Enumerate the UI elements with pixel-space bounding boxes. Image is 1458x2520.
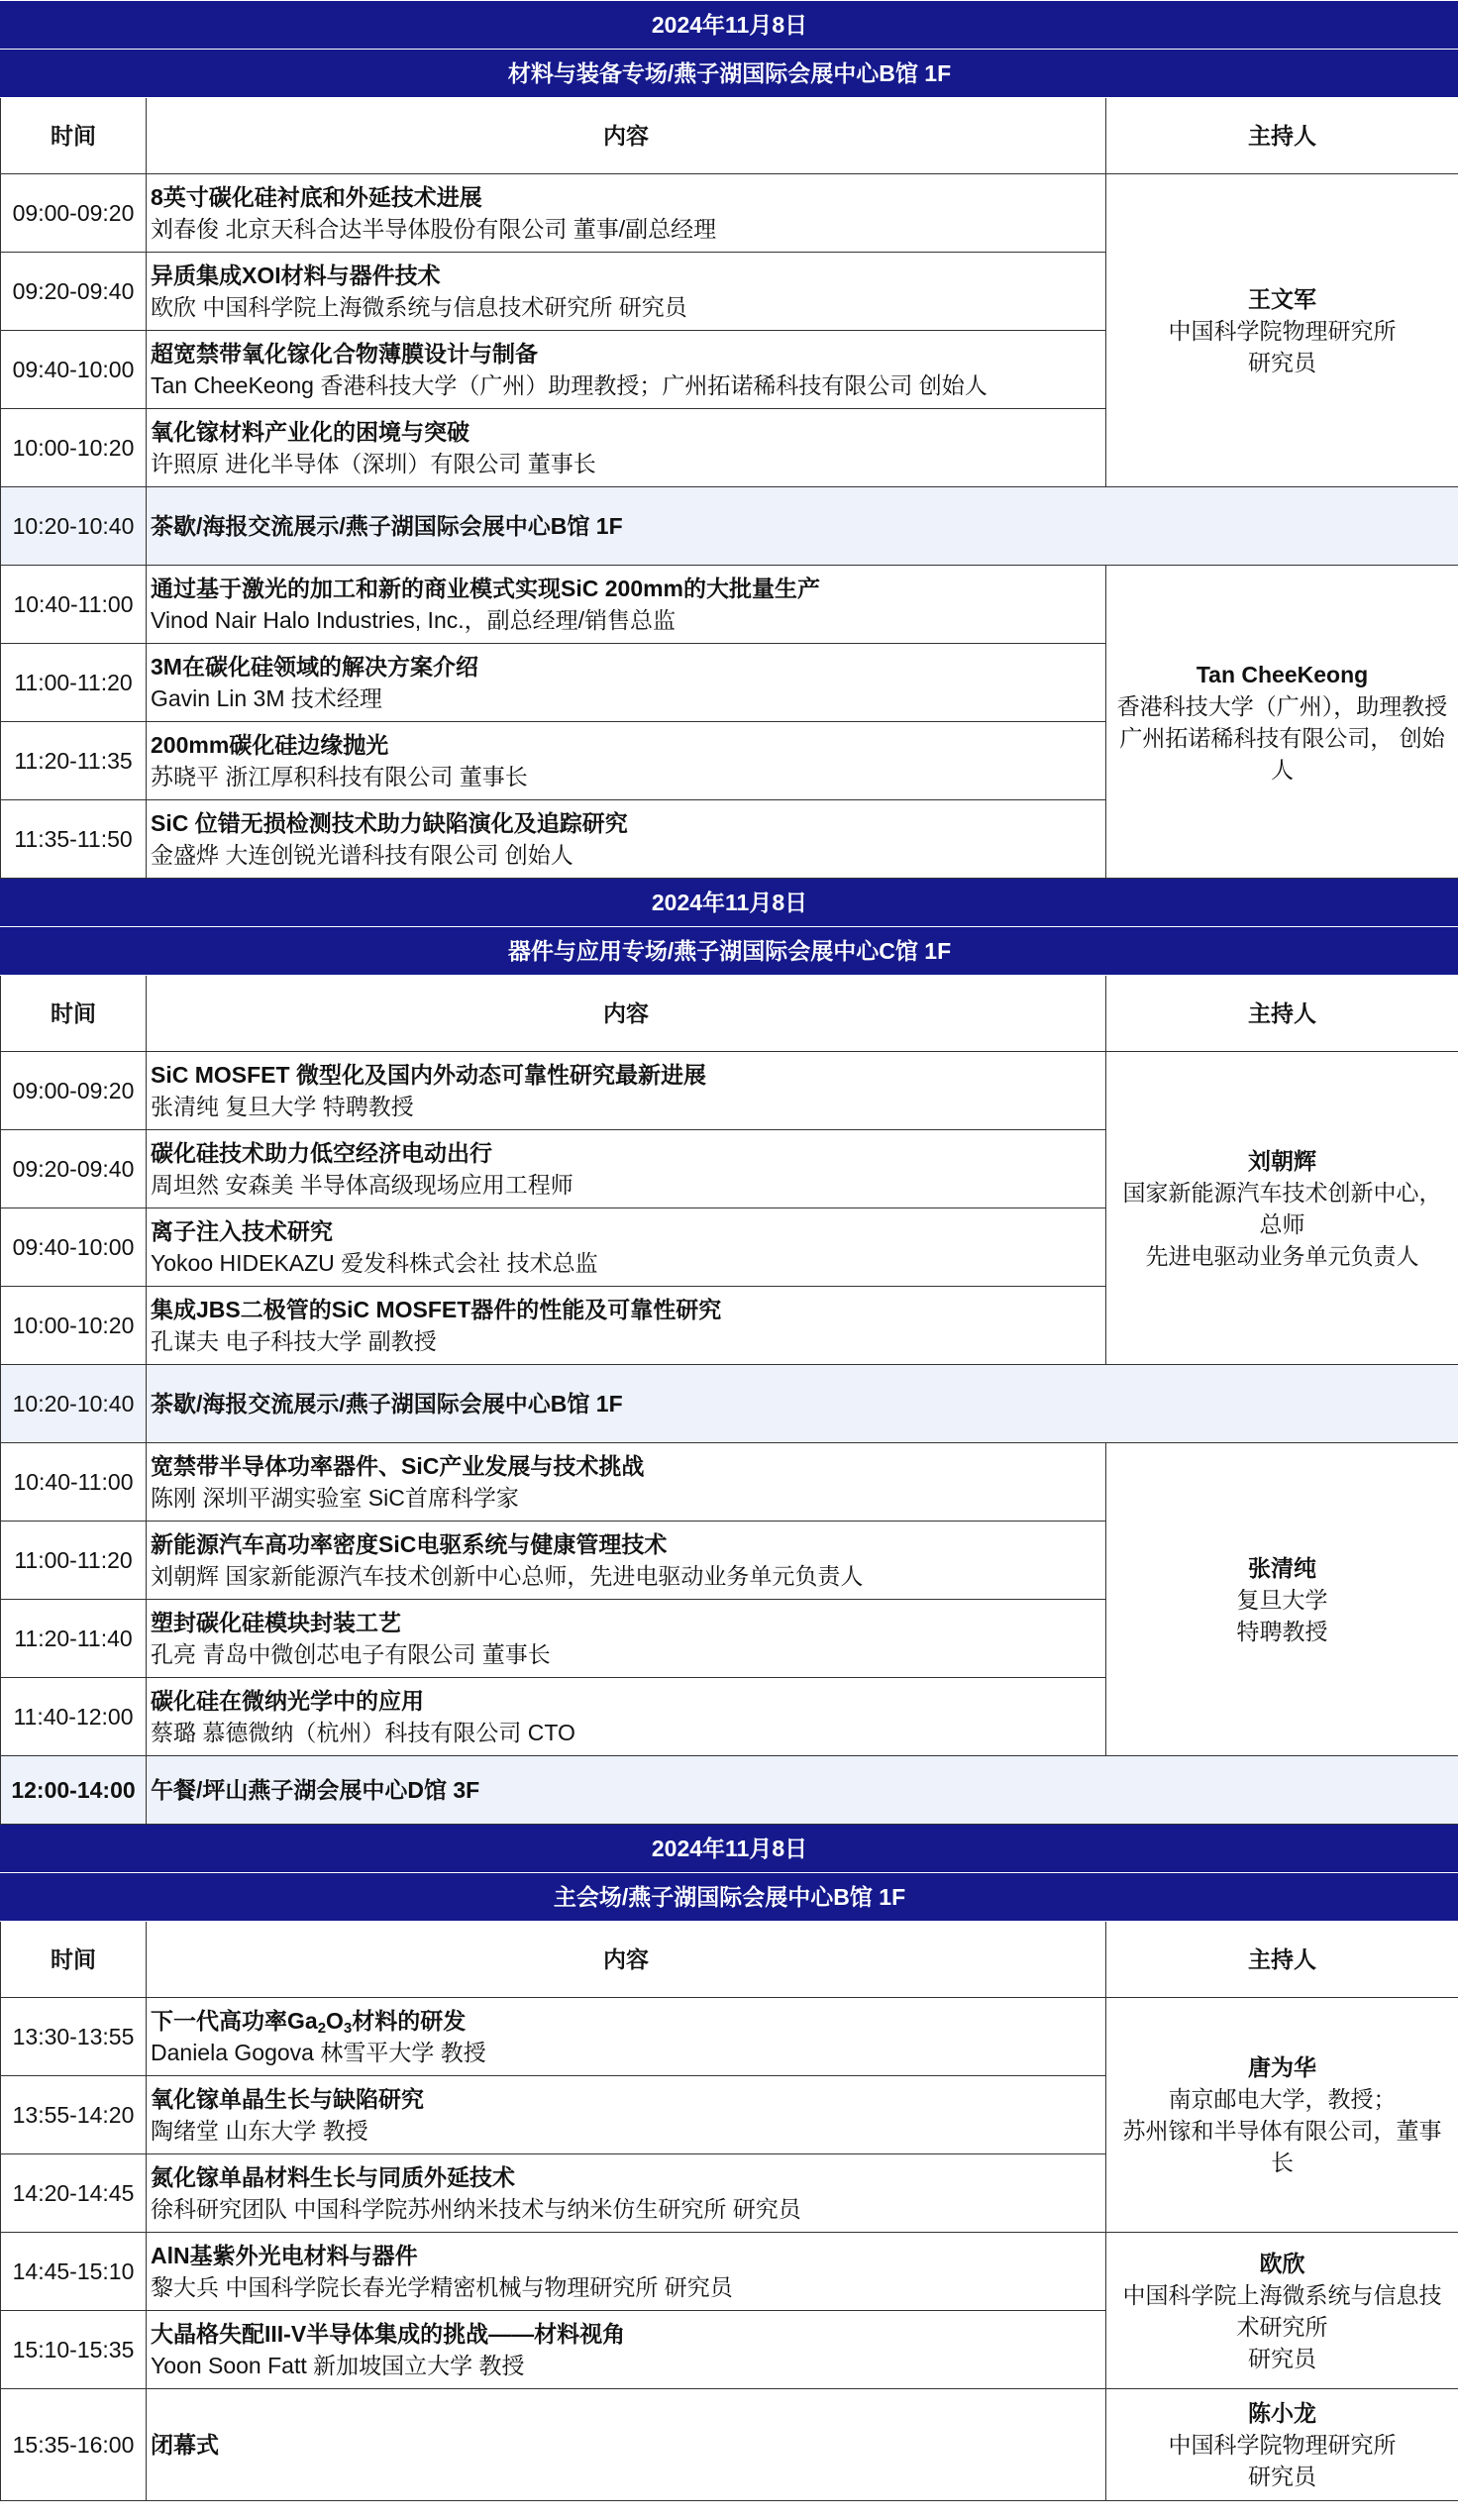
host-name: 欧欣 bbox=[1259, 2250, 1305, 2276]
talk-speaker: Daniela Gogova 林雪平大学 教授 bbox=[151, 2040, 486, 2065]
host-detail: 广州拓诺稀科技有限公司， 创始人 bbox=[1119, 724, 1445, 783]
break-time: 10:20-10:40 bbox=[1, 1365, 147, 1443]
talk-time: 10:00-10:20 bbox=[1, 409, 147, 487]
table-header-row bbox=[1, 1922, 1458, 1998]
talk-speaker: 黎大兵 中国科学院长春光学精密机械与物理研究所 研究员 bbox=[151, 2274, 733, 2300]
talk-content bbox=[147, 1052, 1106, 1130]
talk-title: 碳化硅技术助力低空经济电动出行 bbox=[151, 1140, 492, 1166]
lunch-title: 午餐/坪山燕子湖会展中心D馆 3F bbox=[147, 1756, 1458, 1825]
talk-title: 氮化镓单晶材料生长与同质外延技术 bbox=[151, 2164, 515, 2190]
talk-content bbox=[147, 2311, 1106, 2389]
host-detail: 先进电驱动业务单元负责人 bbox=[1145, 1242, 1419, 1269]
talk-title: 通过基于激光的加工和新的商业模式实现SiC 200mm的大批量生产 bbox=[151, 576, 821, 601]
talk-content bbox=[147, 409, 1106, 487]
talk-speaker: Yoon Soon Fatt 新加坡国立大学 教授 bbox=[151, 2353, 525, 2378]
host-detail: 研究员 bbox=[1248, 2464, 1316, 2489]
lunch-time: 12:00-14:00 bbox=[1, 1756, 147, 1825]
talk-time: 09:40-10:00 bbox=[1, 331, 147, 409]
talk-time: 09:00-09:20 bbox=[1, 1052, 147, 1130]
host-detail: 香港科技大学（广州），助理教授 bbox=[1116, 692, 1448, 719]
host-detail: 研究员 bbox=[1248, 349, 1316, 375]
talk-title: 离子注入技术研究 bbox=[151, 1218, 333, 1244]
talk-time: 10:40-11:00 bbox=[1, 1443, 147, 1522]
talk-speaker: 苏晓平 浙江厚积科技有限公司 董事长 bbox=[151, 764, 528, 789]
break-row bbox=[1, 487, 1458, 566]
talk-content bbox=[147, 566, 1106, 644]
talk-title: SiC 位错无损检测技术助力缺陷演化及追踪研究 bbox=[151, 810, 628, 836]
talk-time: 11:20-11:40 bbox=[1, 1600, 147, 1678]
talk-speaker: 许照原 进化半导体（深圳）有限公司 董事长 bbox=[151, 451, 596, 476]
session-date-row bbox=[1, 879, 1458, 927]
host-cell bbox=[1106, 2233, 1458, 2389]
talk-title: 宽禁带半导体功率器件、SiC产业发展与技术挑战 bbox=[151, 1453, 645, 1479]
host-name: Tan CheeKeong bbox=[1196, 661, 1369, 687]
talk-time: 09:20-09:40 bbox=[1, 1130, 147, 1208]
talk-time: 10:40-11:00 bbox=[1, 566, 147, 644]
talk-title: 异质集成XOI材料与器件技术 bbox=[151, 262, 441, 288]
header-time: 时间 bbox=[1, 98, 147, 174]
talk-title: 超宽禁带氧化镓化合物薄膜设计与制备 bbox=[151, 341, 538, 367]
talk-speaker: 陶绪堂 山东大学 教授 bbox=[151, 2118, 368, 2144]
lunch-row bbox=[1, 1756, 1458, 1825]
table-header-row bbox=[1, 98, 1458, 174]
header-content: 内容 bbox=[147, 98, 1106, 174]
session-date: 2024年11月8日 bbox=[1, 1, 1458, 50]
talk-time: 11:35-11:50 bbox=[1, 800, 147, 879]
talk-content bbox=[147, 1208, 1106, 1287]
talk-speaker: 周坦然 安森美 半导体高级现场应用工程师 bbox=[151, 1172, 573, 1198]
table-header-row bbox=[1, 976, 1458, 1052]
talk-content bbox=[147, 1287, 1106, 1365]
talk-content bbox=[147, 2233, 1106, 2311]
talk-speaker: 徐科研究团队 中国科学院苏州纳米技术与纳米仿生研究所 研究员 bbox=[151, 2196, 801, 2222]
talk-title: 氧化镓单晶生长与缺陷研究 bbox=[151, 2086, 424, 2112]
session-venue-row bbox=[1, 927, 1458, 976]
talk-time: 13:30-13:55 bbox=[1, 1998, 147, 2076]
host-name: 王文军 bbox=[1248, 285, 1316, 312]
talk-time: 14:45-15:10 bbox=[1, 2233, 147, 2311]
table-row bbox=[1, 2233, 1458, 2311]
host-cell bbox=[1106, 1443, 1458, 1756]
header-host: 主持人 bbox=[1106, 1922, 1458, 1998]
talk-speaker: 蔡璐 慕德微纳（杭州）科技有限公司 CTO bbox=[151, 1720, 575, 1745]
talk-speaker: 陈刚 深圳平湖实验室 SiC首席科学家 bbox=[151, 1485, 519, 1511]
session-venue-row bbox=[1, 1873, 1458, 1922]
talk-title: 碳化硅在微纳光学中的应用 bbox=[151, 1688, 424, 1714]
host-detail: 复旦大学 bbox=[1236, 1586, 1328, 1613]
header-time: 时间 bbox=[1, 1922, 147, 1998]
talk-content bbox=[147, 2389, 1106, 2501]
talk-title: 下一代高功率$Ga_2O_3$材料的研发 bbox=[151, 2008, 467, 2037]
talk-time: 14:20-14:45 bbox=[1, 2154, 147, 2233]
talk-title: 3M在碳化硅领域的解决方案介绍 bbox=[151, 654, 478, 680]
break-title: 茶歇/海报交流展示/燕子湖国际会展中心B馆 1F bbox=[147, 487, 1458, 566]
table-row bbox=[1, 566, 1458, 644]
session-date: 2024年11月8日 bbox=[1, 1825, 1458, 1873]
host-name: 唐为华 bbox=[1248, 2054, 1316, 2080]
talk-title: 大晶格失配III-V半导体集成的挑战——材料视角 bbox=[151, 2321, 626, 2347]
talk-content bbox=[147, 1678, 1106, 1756]
session-venue-row bbox=[1, 50, 1458, 98]
talk-content bbox=[147, 331, 1106, 409]
talk-time: 11:00-11:20 bbox=[1, 1522, 147, 1600]
session-date-row bbox=[1, 1, 1458, 50]
talk-title: 塑封碳化硅模块封装工艺 bbox=[151, 1610, 401, 1635]
talk-speaker: 孔亮 青岛中微创芯电子有限公司 董事长 bbox=[151, 1641, 551, 1667]
host-detail: 国家新能源汽车技术创新中心，总师 bbox=[1122, 1179, 1442, 1237]
closing-row bbox=[1, 2389, 1458, 2501]
talk-content bbox=[147, 800, 1106, 879]
table-row bbox=[1, 1443, 1458, 1522]
table-row bbox=[1, 174, 1458, 253]
talk-title: 新能源汽车高功率密度SiC电驱系统与健康管理技术 bbox=[151, 1531, 668, 1557]
talk-time: 09:00-09:20 bbox=[1, 174, 147, 253]
talk-speaker: 金盛烨 大连创锐光谱科技有限公司 创始人 bbox=[151, 842, 573, 868]
talk-speaker: 孔谋夫 电子科技大学 副教授 bbox=[151, 1328, 437, 1354]
session-date: 2024年11月8日 bbox=[1, 879, 1458, 927]
talk-time: 11:20-11:35 bbox=[1, 722, 147, 800]
talk-speaker: Yokoo HIDEKAZU 爱发科株式会社 技术总监 bbox=[151, 1250, 598, 1276]
host-detail: 特聘教授 bbox=[1236, 1618, 1328, 1644]
host-cell bbox=[1106, 1052, 1458, 1365]
header-content: 内容 bbox=[147, 976, 1106, 1052]
break-row bbox=[1, 1365, 1458, 1443]
talk-time: 09:20-09:40 bbox=[1, 253, 147, 331]
talk-time: 15:10-15:35 bbox=[1, 2311, 147, 2389]
talk-content bbox=[147, 253, 1106, 331]
talk-speaker: Gavin Lin 3M 技术经理 bbox=[151, 685, 382, 711]
table-row bbox=[1, 1998, 1458, 2076]
talk-title: 集成JBS二极管的SiC MOSFET器件的性能及可靠性研究 bbox=[151, 1297, 722, 1322]
talk-time: 11:40-12:00 bbox=[1, 1678, 147, 1756]
session-date-row bbox=[1, 1825, 1458, 1873]
header-time: 时间 bbox=[1, 976, 147, 1052]
host-detail: 苏州镓和半导体有限公司，董事长 bbox=[1122, 2118, 1442, 2175]
talk-speaker: 欧欣 中国科学院上海微系统与信息技术研究所 研究员 bbox=[151, 294, 687, 320]
session-venue: 器件与应用专场/燕子湖国际会展中心C馆 1F bbox=[1, 927, 1458, 976]
host-cell bbox=[1106, 1998, 1458, 2233]
talk-content bbox=[147, 644, 1106, 722]
host-name: 刘朝辉 bbox=[1248, 1147, 1316, 1174]
break-title: 茶歇/海报交流展示/燕子湖国际会展中心B馆 1F bbox=[147, 1365, 1458, 1443]
talk-time: 11:00-11:20 bbox=[1, 644, 147, 722]
talk-content bbox=[147, 1130, 1106, 1208]
talk-title: AlN基紫外光电材料与器件 bbox=[151, 2243, 418, 2268]
talk-speaker: Vinod Nair Halo Industries, Inc.，副总经理/销售总监 bbox=[151, 607, 677, 633]
host-cell bbox=[1106, 566, 1458, 879]
talk-content bbox=[147, 174, 1106, 253]
host-detail: 中国科学院上海微系统与信息技术研究所 bbox=[1122, 2281, 1442, 2340]
talk-time: 15:35-16:00 bbox=[1, 2389, 147, 2501]
talk-content bbox=[147, 722, 1106, 800]
talk-time: 09:40-10:00 bbox=[1, 1208, 147, 1287]
talk-speaker: 刘朝辉 国家新能源汽车技术创新中心总师，先进电驱动业务单元负责人 bbox=[151, 1563, 864, 1589]
header-host: 主持人 bbox=[1106, 976, 1458, 1052]
host-detail: 南京邮电大学，教授； bbox=[1168, 2086, 1397, 2112]
talk-title: 8英寸碳化硅衬底和外延技术进展 bbox=[151, 184, 482, 210]
talk-time: 10:00-10:20 bbox=[1, 1287, 147, 1365]
talk-speaker: 刘春俊 北京天科合达半导体股份有限公司 董事/副总经理 bbox=[151, 216, 717, 242]
talk-speaker: Tan CheeKeong 香港科技大学（广州）助理教授；广州拓诺稀科技有限公司 创始人 bbox=[151, 372, 988, 398]
talk-title: 氧化镓材料产业化的困境与突破 bbox=[151, 419, 469, 445]
talk-title: 200mm碳化硅边缘抛光 bbox=[151, 732, 389, 758]
talk-content bbox=[147, 2154, 1106, 2233]
host-detail: 研究员 bbox=[1248, 2345, 1316, 2371]
talk-time: 13:55-14:20 bbox=[1, 2076, 147, 2154]
session-venue: 材料与装备专场/燕子湖国际会展中心B馆 1F bbox=[1, 50, 1458, 98]
talk-content bbox=[147, 1600, 1106, 1678]
header-content: 内容 bbox=[147, 1922, 1106, 1998]
talk-content bbox=[147, 1522, 1106, 1600]
talk-title: 闭幕式 bbox=[151, 2432, 219, 2458]
host-detail: 中国科学院物理研究所 bbox=[1168, 2432, 1397, 2458]
talk-content bbox=[147, 2076, 1106, 2154]
talk-title: SiC MOSFET 微型化及国内外动态可靠性研究最新进展 bbox=[151, 1062, 706, 1088]
host-cell bbox=[1106, 2389, 1458, 2501]
table-row bbox=[1, 1052, 1458, 1130]
talk-content bbox=[147, 1998, 1106, 2076]
host-name: 陈小龙 bbox=[1248, 2400, 1316, 2426]
session-venue: 主会场/燕子湖国际会展中心B馆 1F bbox=[1, 1873, 1458, 1922]
header-host: 主持人 bbox=[1106, 98, 1458, 174]
host-cell bbox=[1106, 174, 1458, 487]
host-detail: 中国科学院物理研究所 bbox=[1168, 317, 1397, 344]
host-name: 张清纯 bbox=[1248, 1554, 1316, 1581]
break-time: 10:20-10:40 bbox=[1, 487, 147, 566]
talk-speaker: 张清纯 复旦大学 特聘教授 bbox=[151, 1094, 414, 1119]
talk-content bbox=[147, 1443, 1106, 1522]
